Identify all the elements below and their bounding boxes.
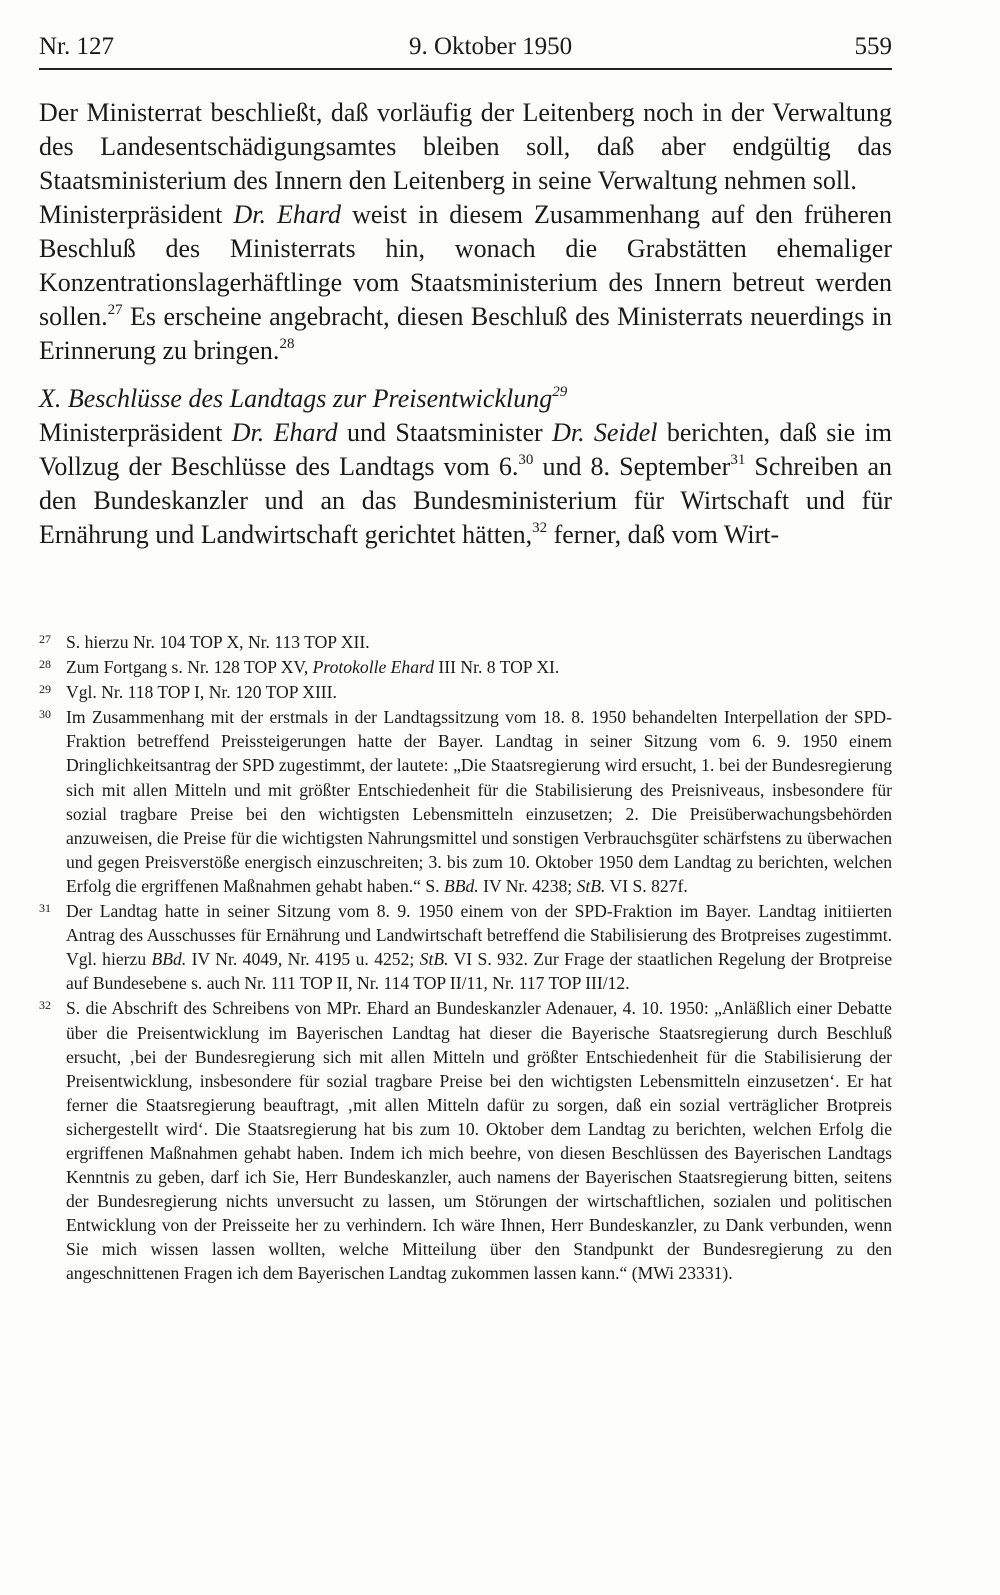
page-number: 559 (854, 33, 892, 60)
footnote-30 (39, 705, 892, 898)
paragraph-beschluesse: Ministerpräsident Dr. Ehard und Staatsminister Dr. Seidel berichten, daß sie im Vollzug der Beschlüsse des Landtags vom 6.30 und 8. September$^{31}$ Schreiben an den Bundeskanzler und an das Bundesministerium für Wirtschaft und für Ernährung und Landwirtschaft gerichtet hätten,$^{32}$ ferner, daß vom Wirt- (39, 418, 892, 549)
footnote-31 (39, 899, 892, 995)
person-seidel: Dr. Seidel (552, 418, 658, 447)
footnote-number: 32 (39, 998, 51, 1013)
footnote-32 (39, 996, 892, 1285)
header-date: 9. Oktober 1950 (409, 33, 573, 60)
person-ehard: Dr. Ehard (233, 200, 342, 229)
footnote-28 (39, 655, 892, 679)
footnote-number: 27 (39, 632, 51, 646)
running-header (39, 28, 892, 70)
footnote-number: 30 (39, 707, 51, 722)
footnote-29 (39, 680, 892, 704)
protocol-number: Nr. 127 (39, 33, 114, 60)
footnote-ref-30[interactable]: 30 (518, 452, 534, 468)
footnote-ref-28[interactable]: 28 (279, 336, 295, 352)
footnote-number: 31 (39, 901, 51, 916)
footnote-ref-32[interactable]: 32 (532, 520, 548, 536)
footnotes (39, 630, 892, 1287)
footnote-text: Im Zusammenhang mit der erstmals in der Landtagssitzung vom 18. 8. 1950 behandelten Interpellation der SPD-Fraktion betreffend Preissteigerungen hatte der Bayer. Landtag in seiner Sitzung vom 6. 9. 1950 einem Dringlichkeitsantrag der SPD zugestimmt, der lautete: „Die Staatsregierung wird ersucht, 1. bei der Bundesregierung sich mit allen Mitteln und mit größter Entschiedenheit für die Stabilisierung des Preisniveaus, insbesondere für sozial tragbare Preise bei den wichtigsten Lebensmitteln einzusetzen; 2. Die Preisüberwachungsbehörden anzuweisen, die Preise für die wichtigsten Nahrungsmittel und sonstigen Verbrauchsgüter schärfstens zu überwachen und gegen Preisverstöße energisch einzuschreiten; 3. bis zum 10. Oktober 1950 dem Landtag zu berichten, welchen Erfolg die ergriffenen Maßnahmen gehabt haben.“ S. BBd. IV Nr. 4238; StB. VI S. 827f. (66, 707, 892, 896)
footnote-ref-27[interactable]: 27 (107, 302, 123, 318)
footnote-27 (39, 630, 892, 654)
footnote-number: 29 (39, 682, 51, 697)
footnote-text: S. die Abschrift des Schreibens von MPr. Ehard an Bundeskanzler Adenauer, 4. 10. 1950: „Anläßlich einer Debatte über die Preisentwicklung im Bayerischen Landtag hat dieser die Bayerische Staatsregierung durch Beschluß ersucht, ‚bei der Bundesregierung sich mit allen Mitteln und größter Entschiedenheit für die Stabilisierung der Preisentwicklung, insbesondere für sozial tragbare Preise bei den wichtigsten Lebensmitteln einzusetzen‘. Er hat ferner die Staatsregierung beauftragt, ‚mit allen Mitteln dafür zu sorgen, daß ein sozial verträglicher Brotpreis sichergestellt wird‘. Die Staatsregierung hat bis zum 10. Oktober dem Landtag zu berichten, welchen Erfolg die ergriffenen Maßnahmen gehabt haben. Indem ich mich beehre, von diesen Beschlüssen des Bayerischen Landtags Kenntnis zu geben, darf ich Sie, Herr Bundeskanzler, auch namens der Bayerischen Staatsregierung bitten, seitens der Bundesregierung nichts unversucht zu lassen, um Störungen der wirtschaftlichen, sozialen und politischen Entwicklung von der Preisseite her zu verhindern. Ich wäre Ihnen, Herr Bundeskanzler, zu Dank verbunden, wenn Sie mich wissen lassen wollten, welche Mitteilung über den Standpunkt der Bundesregierung zu den angeschnittenen Fragen ich dem Bayerischen Landtag zukommen lassen kann.“ (MWi 23331). (66, 998, 892, 1284)
footnote-ref-29[interactable]: 29 (552, 384, 568, 400)
footnote-text: S. hierzu Nr. 104 TOP X, Nr. 113 TOP XII. (66, 632, 370, 652)
footnote-text: Vgl. Nr. 118 TOP I, Nr. 120 TOP XIII. (66, 682, 337, 703)
paragraph-grabstaetten: Ministerpräsident Dr. Ehard weist in diesem Zusammenhang auf den früheren Beschluß des Ministerrats hin, wonach die Grabstätten ehemaliger Konzentrationslagerhäftlinge vom Staatsministerium des Innern betreut werden sollen.$^{27}$ Es erscheine angebracht, diesen Beschluß des Ministerrats neuerdings in Erinnerung zu bringen.$^{28}$ (39, 200, 892, 365)
main-text (39, 96, 892, 552)
person-ehard: Dr. Ehard (231, 418, 338, 447)
paragraph-leitenberg: Der Ministerrat beschließt, daß vorläufig der Leitenberg noch in der Verwaltung des Landesentschädigungsamtes bleiben soll, daß aber endgültig das Staatsministerium des Innern den Leitenberg in seine Verwaltung nehmen soll. (39, 98, 892, 195)
footnote-text: Der Landtag hatte in seiner Sitzung vom 8. 9. 1950 einem von der SPD-Fraktion im Bayer. Landtag initiierten Antrag des Ausschusses für Ernährung und Landwirtschaft betreffend die Stabilisierung des Brotpreises zugestimmt. Vgl. hierzu BBd. IV Nr. 4049, Nr. 4195 u. 4252; StB. VI S. 932. Zur Frage der staatlichen Regelung der Brotpreise auf Bundesebene s. auch Nr. 111 TOP II, Nr. 114 TOP II/11, Nr. 117 TOP III/12. (66, 901, 892, 994)
footnote-text: Zum Fortgang s. Nr. 128 TOP XV, Protokolle Ehard III Nr. 8 TOP XI. (66, 657, 560, 678)
footnote-number: 28 (39, 657, 51, 672)
footnote-ref-31[interactable]: 31 (730, 452, 746, 468)
section-heading: X. Beschlüsse des Landtags zur Preisentwicklung$^{29}$ (39, 384, 568, 413)
